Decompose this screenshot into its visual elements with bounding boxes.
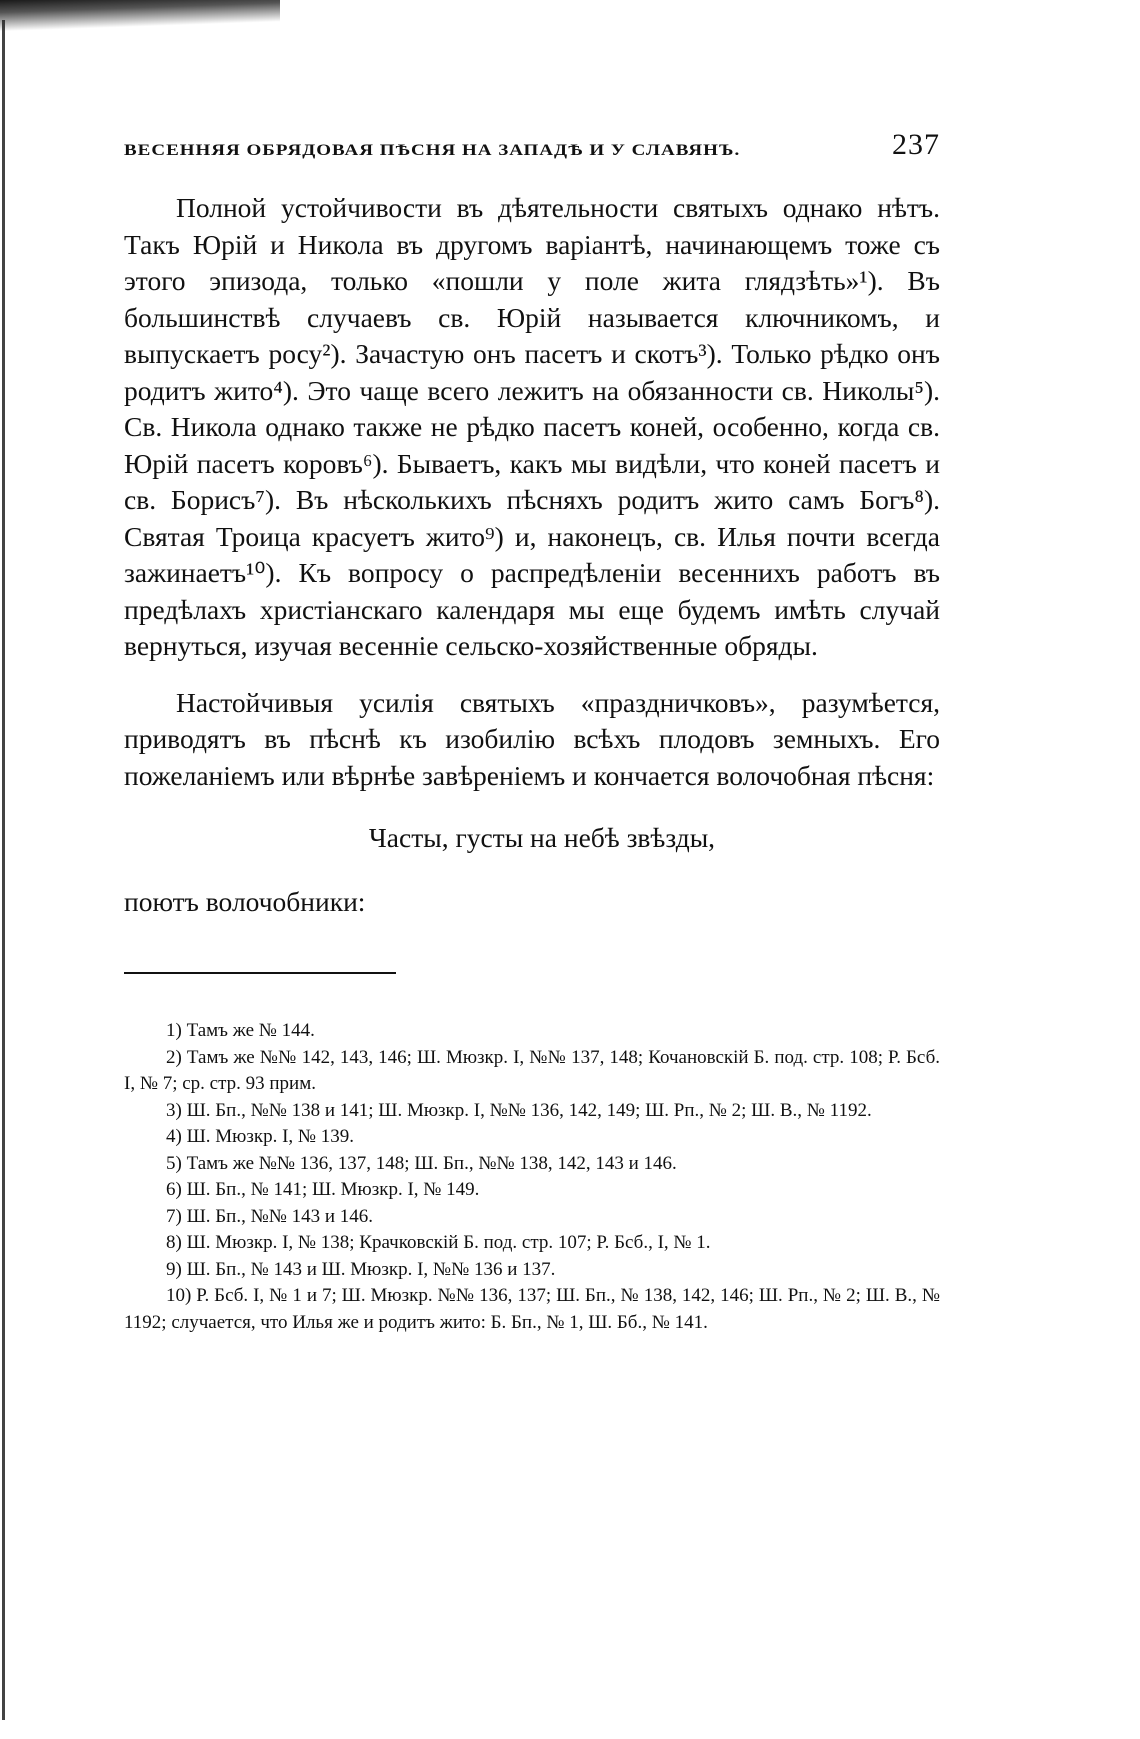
paragraph-1: Полной устойчивости въ дѣятельности святыхъ однако нѣтъ. Такъ Юрій и Никола въ другомъ варіантѣ, начинающемъ тоже съ этого эпизода, только «пошли у поле жита глядзѣть»¹). Въ большинствѣ случаевъ св. Юрій называется ключникомъ, и выпускаетъ росу²). Зачастую онъ пасетъ и скотъ³). Только рѣдко онъ родитъ жито⁴). Это чаще всего лежитъ на обязанности св. Николы⁵). Св. Никола однако также не рѣдко пасетъ коней, особенно, когда св. Юрій пасетъ коровъ⁶). Бываетъ, какъ мы видѣли, что коней пасетъ и св. Борисъ⁷). Въ нѣсколькихъ пѣсняхъ родитъ жито самъ Богъ⁸). Святая Троица красуетъ жито⁹) и, наконецъ, св. Илья почти всегда зажинаетъ¹⁰). Къ вопросу о распредѣленіи весеннихъ работъ въ предѣлахъ христіанскаго календаря мы еще будемъ имѣть случай вернуться, изучая весенніе сельско-хозяйственные обряды. xyxy=(124,192,940,661)
footnote-7: 7) Ш. Бп., №№ 143 и 146. xyxy=(166,1205,373,1227)
after-verse-text: поютъ волочобники: xyxy=(124,886,366,917)
scan-left-border xyxy=(2,20,27,1720)
footnotes xyxy=(124,1018,940,1336)
footnote-divider xyxy=(124,972,396,974)
footnote-8: 8) Ш. Мюзкр. I, № 138; Крачковскій Б. под. стр. 107; Р. Бсб., I, № 1. xyxy=(166,1232,711,1253)
footnote-6: 6) Ш. Бп., № 141; Ш. Мюзкр. I, № 149. xyxy=(166,1179,480,1200)
scan-edge-shadow xyxy=(0,0,280,60)
footnote-3: 3) Ш. Бп., №№ 138 и 141; Ш. Мюзкр. I, №№ 136, 142, 149; Ш. Рп., № 2; Ш. В., № 1192. xyxy=(166,1099,872,1121)
paragraph-2: Настойчивыя усилія святыхъ «праздничковъ», разумѣется, приводятъ въ пѣснѣ къ изобилію всѣхъ плодовъ земныхъ. Его пожеланіемъ или вѣрнѣе завѣреніемъ и кончается волочобная пѣсня: xyxy=(124,686,940,791)
footnote-1: 1) Тамъ же № 144. xyxy=(166,1020,315,1041)
verse-line: Часты, густы на небѣ звѣзды, xyxy=(368,822,716,853)
page-number: 237 xyxy=(892,128,940,161)
footnote-5: 5) Тамъ же №№ 136, 137, 148; Ш. Бп., №№ 138, 142, 143 и 146. xyxy=(166,1152,677,1174)
book-page xyxy=(124,128,940,1336)
running-header xyxy=(124,128,940,168)
footnote-2: 2) Тамъ же №№ 142, 143, 146; Ш. Мюзкр. I, №№ 137, 148; Кочановскій Б. под. стр. 108; Р. Бсб. I, № 7; ср. стр. 93 прим. xyxy=(124,1046,940,1094)
footnote-4: 4) Ш. Мюзкр. I, № 139. xyxy=(166,1126,355,1147)
running-title: ВЕСЕННЯЯ ОБРЯДОВАЯ ПѢСНЯ НА ЗАПАДѢ И У СЛАВЯНЪ. xyxy=(124,141,741,160)
footnote-10: 10) Р. Бсб. I, № 1 и 7; Ш. Мюзкр. №№ 136, 137; Ш. Бп., № 138, 142, 146; Ш. Рп., № 2; Ш. В., № 1192; случается, что Илья же и родитъ жито: Б. Бп., № 1, Ш. Бб., № 141. xyxy=(124,1285,940,1333)
main-text xyxy=(124,190,940,794)
footnote-9: 9) Ш. Бп., № 143 и Ш. Мюзкр. I, №№ 136 и 137. xyxy=(166,1258,556,1280)
